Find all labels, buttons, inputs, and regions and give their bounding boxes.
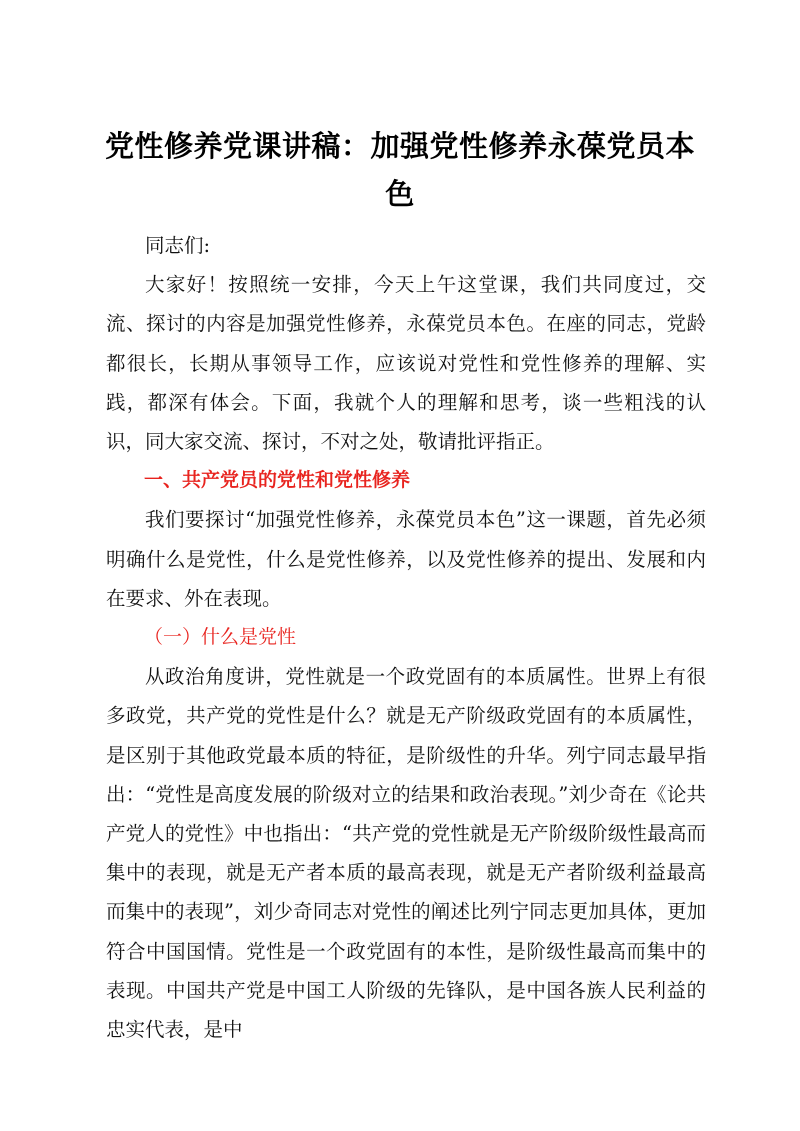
paragraph-what-is-party-spirit: 从政治角度讲，党性就是一个政党固有的本质属性。世界上有很多政党，共产党的党性是什么？就是无产阶级政党固有的本质属性，是区别于其他政党最本质的特征，是阶级性的升华。列宁同志最早指出：“党性是高度发展的阶级对立的结果和政治表现。”刘少奇在《论共产党人的党性》中也指出：“共产党的党性就是无产阶级阶级性最高而集中的表现，就是无产者本质的最高表现，就是无产者阶级利益最高而集中的表现”，刘少奇同志对党性的阐述比列宁同志更加具体，更加符合中国国情。党性是一个政党固有的本性，是阶级性最高而集中的表现。中国共产党是中国工人阶级的先锋队，是中国各族人民利益的忠实代表，是中 xyxy=(106,665,706,1042)
subsection-heading: （一）什么是党性 xyxy=(144,626,297,649)
paragraph-intro: 大家好！按照统一安排，今天上午这堂课，我们共同度过，交流、探讨的内容是加强党性修养，永葆党员本色。在座的同志，党龄都很长，长期从事领导工作，应该说对党性和党性修养的理解、实践，都深有体会。下面，我就个人的理解和思考，谈一些粗浅的认识，同大家交流、探讨，不对之处，敬请批评指正。 xyxy=(106,273,706,454)
paragraph-section-intro: 我们要探讨“加强党性修养，永葆党员本色”这一课题，首先必须明确什么是党性，什么是党性修养，以及党性修养的提出、发展和内在要求、外在表现。 xyxy=(106,508,706,610)
section-heading: 一、共产党员的党性和党性修养 xyxy=(144,469,411,492)
document-title: 党性修养党课讲稿：加强党性修养永葆党员本色 xyxy=(104,129,695,211)
document-body xyxy=(106,226,706,1049)
salutation: 同志们: xyxy=(145,234,211,257)
